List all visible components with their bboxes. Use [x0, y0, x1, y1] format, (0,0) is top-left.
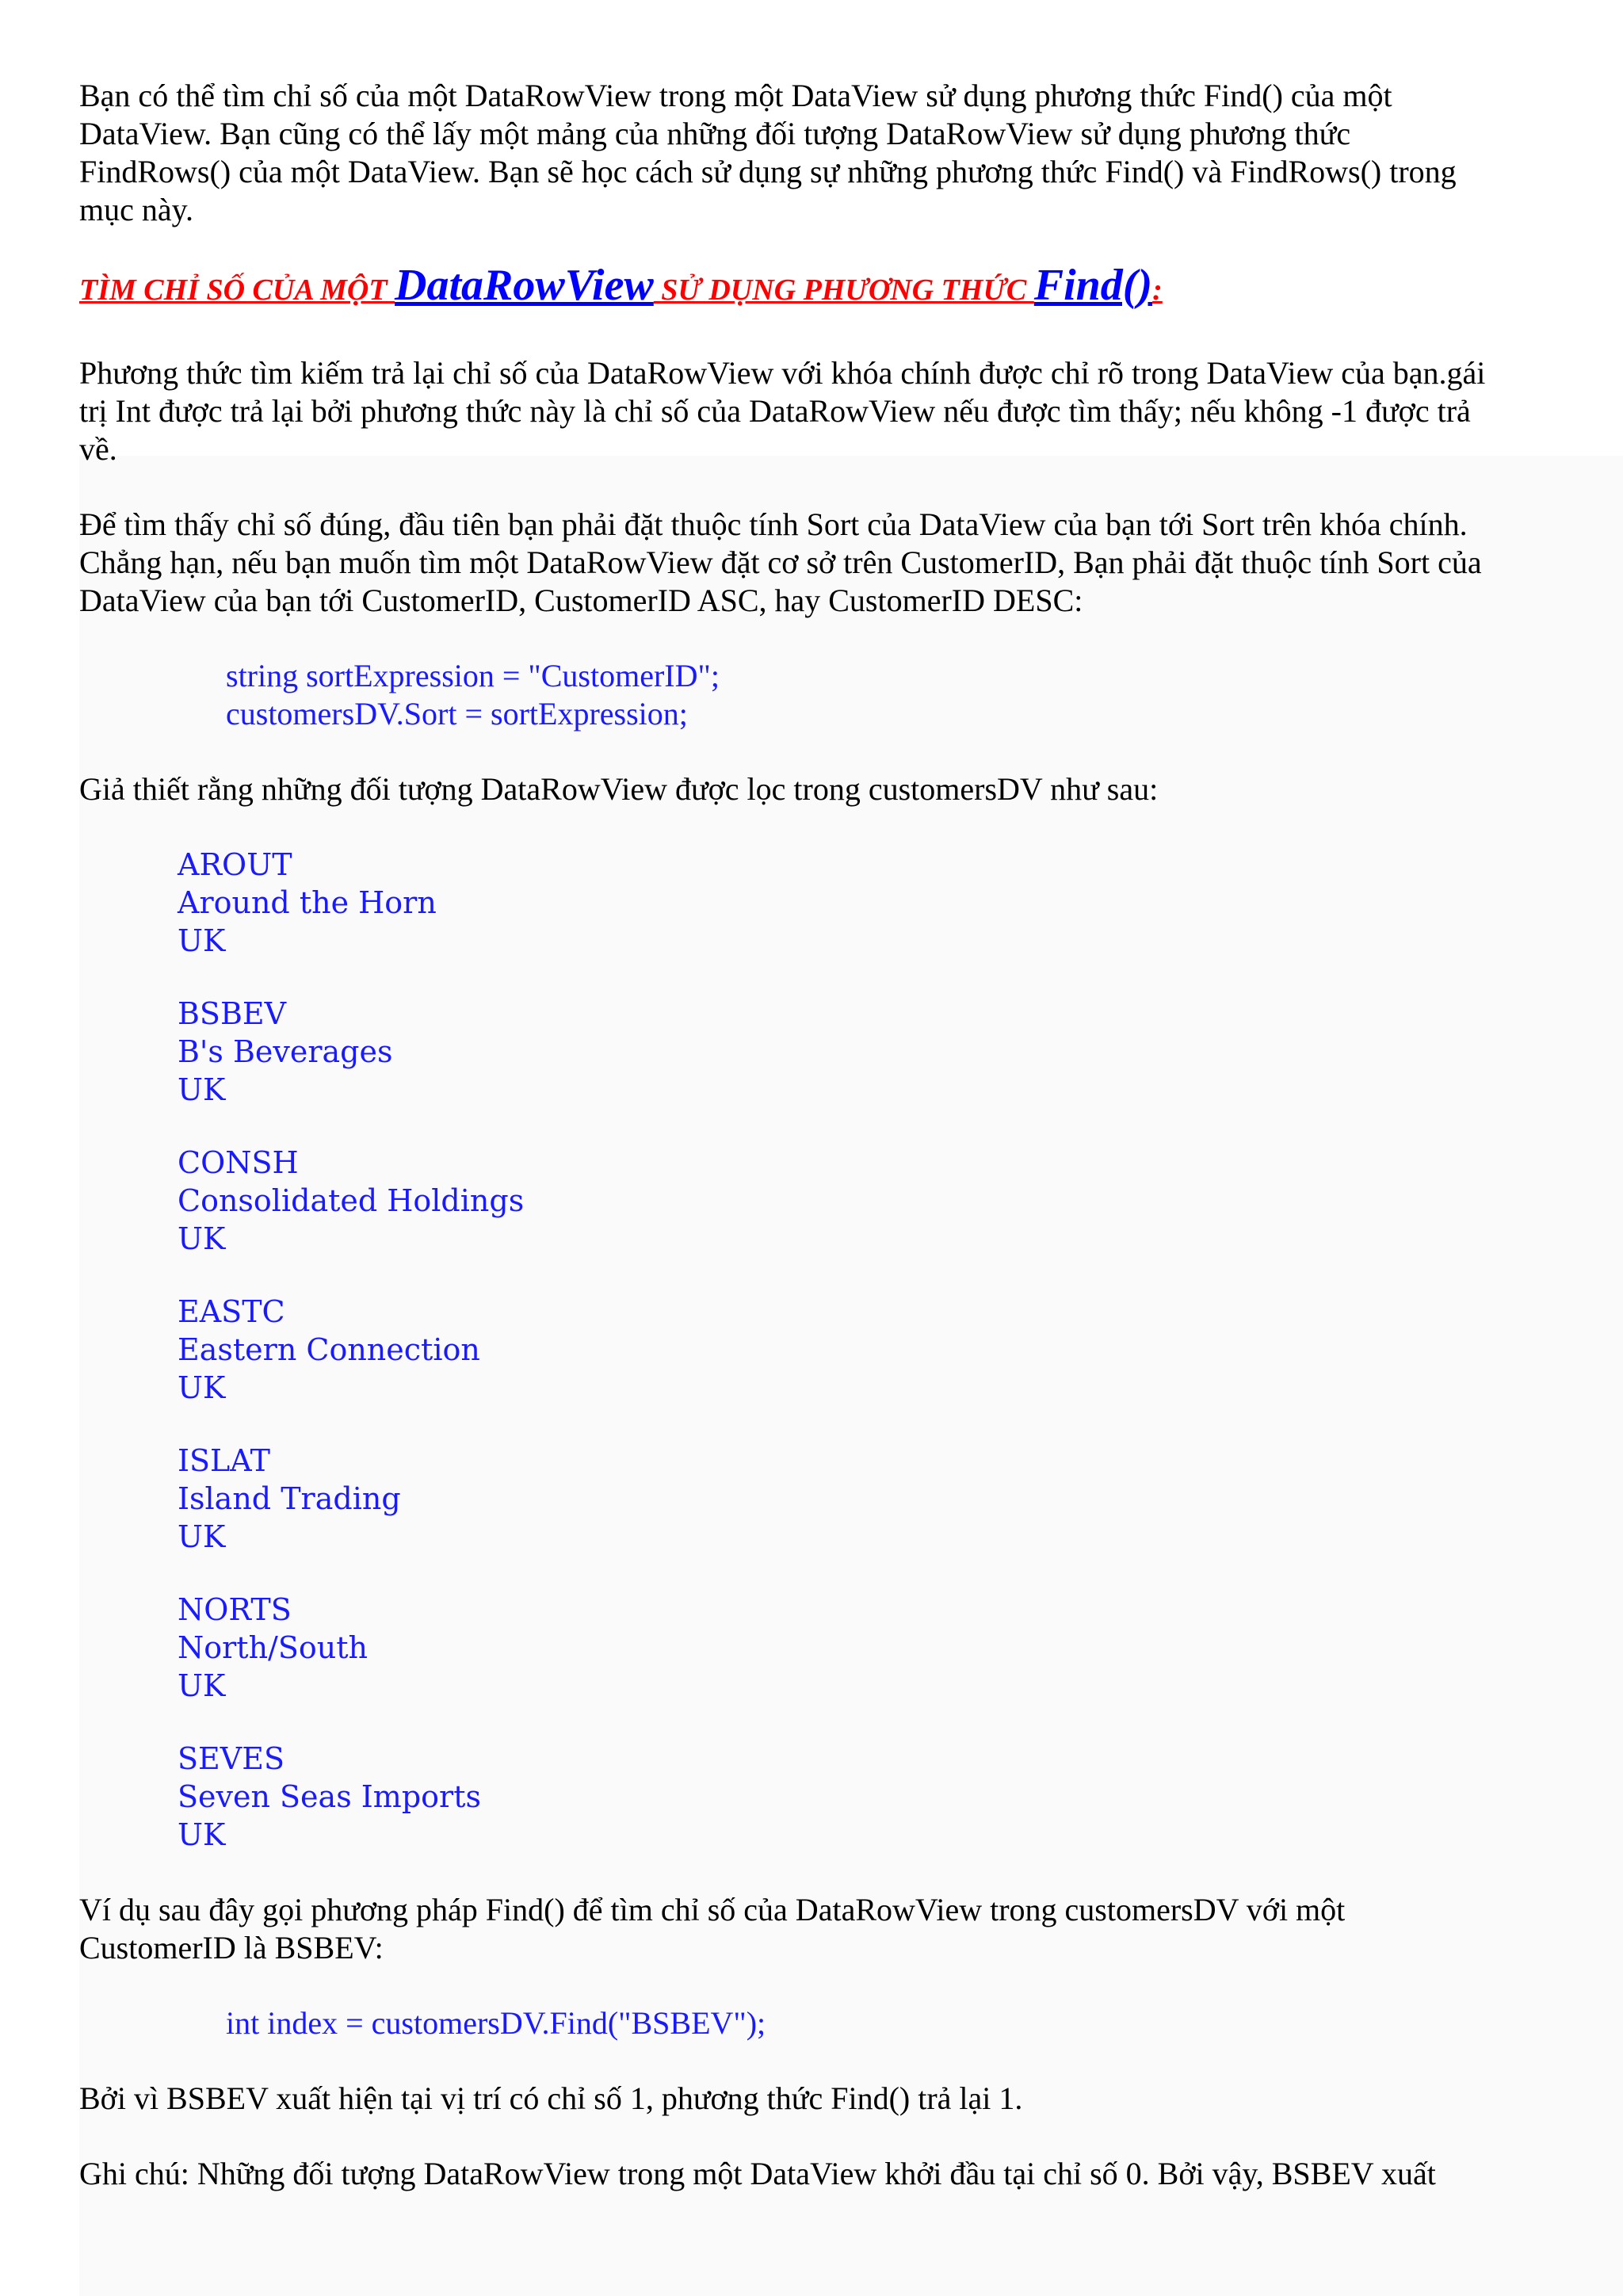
customer-id: BSBEV [178, 996, 287, 1031]
customer-name: North/South [178, 1630, 368, 1665]
customer-name: Consolidated Holdings [178, 1183, 525, 1218]
customer-country: UK [178, 1519, 226, 1554]
customer-name: Seven Seas Imports [178, 1779, 481, 1814]
customer-item [178, 1144, 1569, 1258]
text-line: trị Int được trả lại bởi phương thức này là chỉ số của DataRowView nếu được tìm thấy; nếu không -1 được trả [79, 393, 1471, 429]
example-paragraph [79, 1891, 1569, 1967]
section-heading [79, 258, 1569, 324]
customer-name: Around the Horn [178, 885, 437, 920]
customer-country: UK [178, 1668, 226, 1703]
customer-name: B's Beverages [178, 1034, 393, 1069]
customer-list [79, 846, 1569, 1854]
text-line: DataView của bạn tới CustomerID, CustomerID ASC, hay CustomerID DESC: [79, 583, 1083, 618]
code-line: string sortExpression = "CustomerID"; [226, 658, 720, 693]
customer-name: Island Trading [178, 1481, 401, 1516]
customer-country: UK [178, 1221, 226, 1256]
customer-id: CONSH [178, 1145, 299, 1180]
text-line: DataView. Bạn cũng có thể lấy một mảng của những đối tượng DataRowView sử dụng phương thức [79, 116, 1351, 151]
customer-name: Eastern Connection [178, 1332, 480, 1367]
customer-country: UK [178, 1817, 226, 1852]
assume-paragraph: Giả thiết rằng những đối tượng DataRowView được lọc trong customersDV như sau: [79, 771, 1159, 807]
customer-item [178, 1293, 1569, 1407]
customer-id: EASTC [178, 1294, 285, 1329]
text-line: Ví dụ sau đây gọi phương pháp Find() để tìm chỉ số của DataRowView trong customersDV với một [79, 1892, 1346, 1927]
document-content [79, 77, 1569, 2193]
text-line: Bạn có thể tìm chỉ số của một DataRowView trong một DataView sử dụng phương thức Find() của một [79, 78, 1392, 113]
customer-item [178, 1442, 1569, 1556]
intro-paragraph [79, 77, 1569, 229]
customer-country: UK [178, 1072, 226, 1107]
heading-part: DataRowView [395, 261, 654, 310]
heading-part: Find() [1033, 261, 1153, 310]
heading-part: SỬ DỤNG PHƯƠNG THỨC [653, 273, 1034, 307]
result-paragraph: Bởi vì BSBEV xuất hiện tại vị trí có chỉ số 1, phương thức Find() trả lại 1. [79, 2080, 1023, 2116]
code-block-sort [79, 657, 1569, 733]
customer-item [178, 1591, 1569, 1705]
text-line: Chẳng hạn, nếu bạn muốn tìm một DataRowView đặt cơ sở trên CustomerID, Bạn phải đặt thuộc tính Sort của [79, 544, 1482, 580]
customer-id: SEVES [178, 1741, 285, 1776]
code-line: customersDV.Sort = sortExpression; [226, 696, 688, 732]
customer-id: ISLAT [178, 1443, 270, 1478]
text-line: mục này. [79, 192, 194, 227]
text-line: CustomerID là BSBEV: [79, 1930, 384, 1966]
text-line: FindRows() của một DataView. Bạn sẽ học cách sử dụng sự những phương thức Find() và FindRows() trong [79, 154, 1457, 189]
heading-part: : [1152, 273, 1163, 307]
customer-item [178, 846, 1569, 960]
code-line: int index = customersDV.Find("BSBEV"); [226, 2005, 766, 2041]
heading-part: TÌM CHỈ SỐ CỦA MỘT [79, 273, 395, 307]
text-line: Phương thức tìm kiếm trả lại chỉ số của DataRowView với khóa chính được chỉ rõ trong DataView của bạn.gái [79, 355, 1486, 391]
note-paragraph: Ghi chú: Những đối tượng DataRowView trong một DataView khởi đầu tại chỉ số 0. Bởi vậy, BSBEV xuất [79, 2156, 1436, 2191]
code-block-find [79, 2004, 1569, 2042]
find-description-paragraph [79, 354, 1569, 468]
text-line: Để tìm thấy chỉ số đúng, đầu tiên bạn phải đặt thuộc tính Sort của DataView của bạn tới Sort trên khóa chính. [79, 506, 1468, 542]
customer-id: NORTS [178, 1592, 292, 1627]
customer-id: AROUT [178, 847, 292, 882]
customer-country: UK [178, 1370, 226, 1405]
sort-paragraph [79, 506, 1569, 620]
customer-item [178, 995, 1569, 1109]
text-line: về. [79, 431, 117, 467]
customer-country: UK [178, 923, 226, 958]
customer-item [178, 1740, 1569, 1854]
